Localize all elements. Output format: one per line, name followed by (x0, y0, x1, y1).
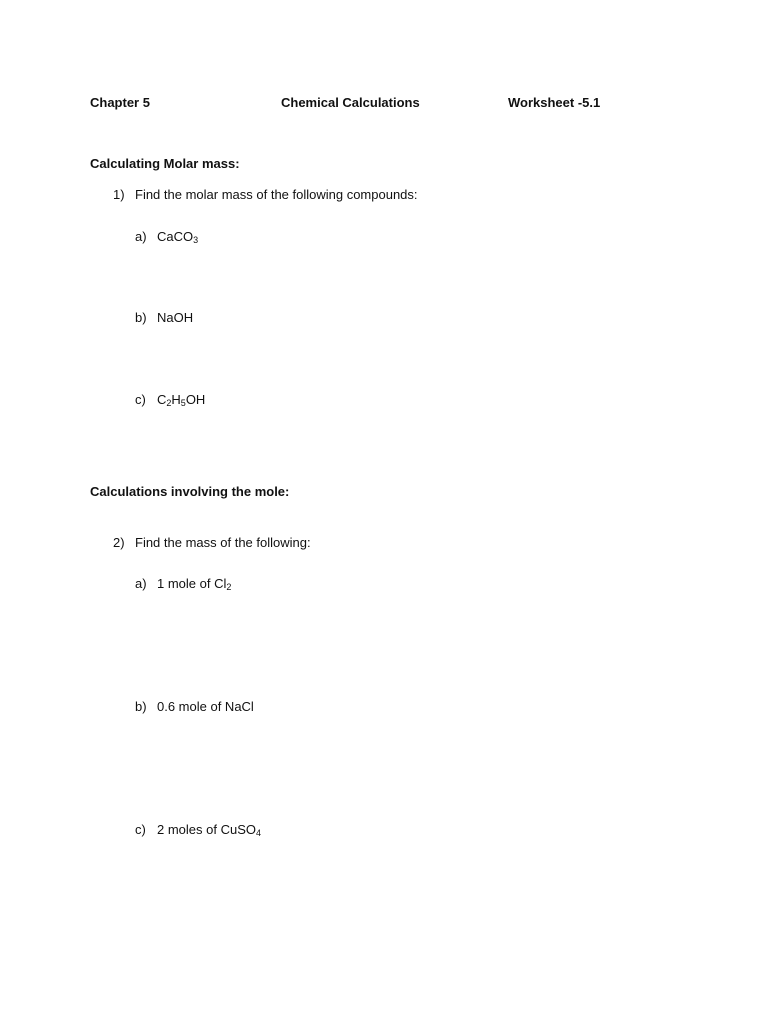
question-2 (113, 535, 311, 551)
list-item (135, 310, 193, 326)
formula-caco3: CaCO$_3$ (157, 229, 199, 245)
section-heading-mole: Calculations involving the mole: (90, 484, 290, 499)
mole-cuso4: 2 moles of CuSO$_4$ (157, 822, 262, 838)
item-marker: b) (135, 699, 147, 714)
question-text: Find the molar mass of the following compounds: (135, 187, 418, 202)
item-marker: a) (135, 229, 147, 244)
question-number: 2) (113, 535, 125, 550)
item-marker: a) (135, 576, 147, 591)
chapter-label: Chapter 5 (90, 95, 150, 110)
mole-cl2: 1 mole of $Cl_2$ (157, 576, 232, 592)
list-item (135, 392, 205, 408)
mole-nacl: 0.6 mole of NaCl (157, 699, 254, 714)
list-item (135, 822, 261, 838)
worksheet-number: Worksheet -5.1 (508, 95, 601, 110)
section-heading-molar-mass: Calculating Molar mass: (90, 156, 240, 171)
item-marker: c) (135, 392, 146, 407)
list-item (135, 576, 231, 592)
formula-c2h5oh: $C_2H_5OH$ (157, 392, 206, 408)
item-marker: c) (135, 822, 146, 837)
worksheet-title: Chemical Calculations (281, 95, 420, 110)
question-number: 1) (113, 187, 125, 202)
question-1 (113, 187, 418, 203)
formula-naoh: NaOH (157, 310, 194, 325)
question-text: Find the mass of the following: (135, 535, 311, 550)
list-item (135, 699, 254, 715)
item-marker: b) (135, 310, 147, 325)
list-item (135, 229, 198, 245)
